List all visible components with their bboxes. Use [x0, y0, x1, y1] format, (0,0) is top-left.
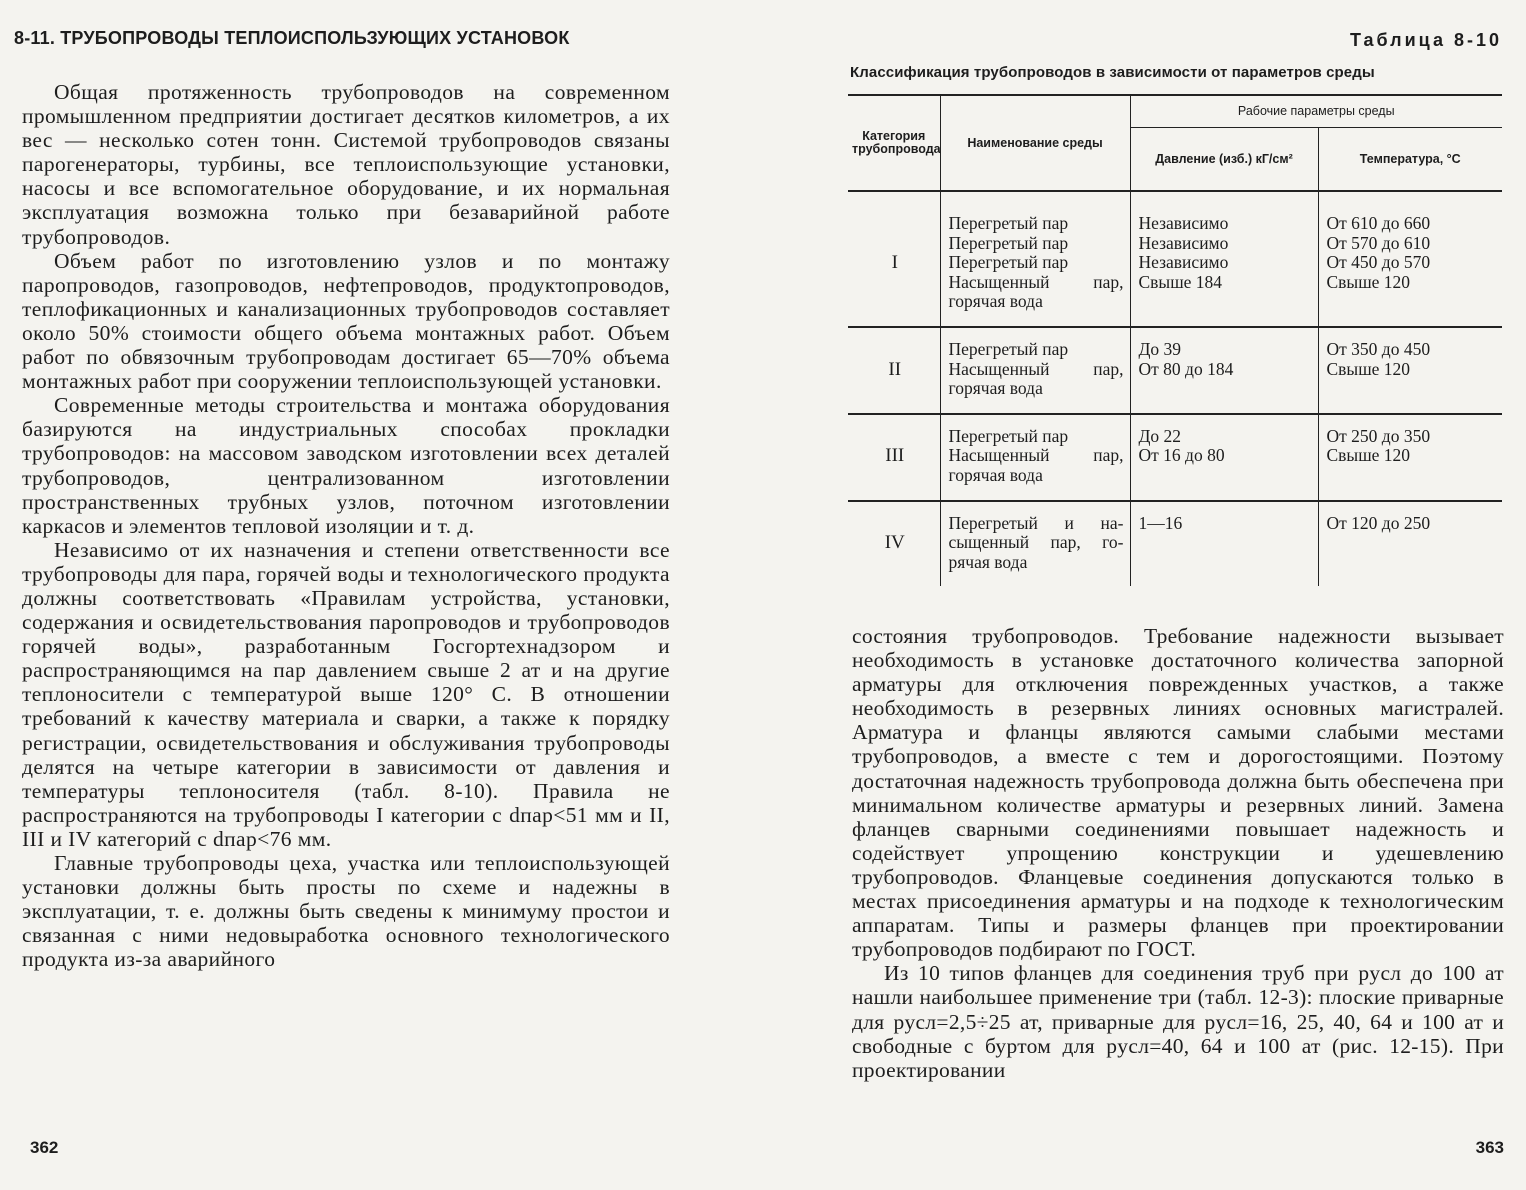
table-caption: Классификация трубопроводов в зависимости от параметров среды	[850, 64, 1375, 81]
category-cell: II	[888, 358, 902, 380]
paragraph: Общая протяженность трубопроводов на современном промышленном предприятии достигает десятков километров, а их вес — несколько сотен тонн. Системой трубопроводов связаны парогенераторы, турбины, все теплоиспользующие установки, насосы и все вспомогательное оборудование, и их нормальная эксплуатация возможна только при безаварийной работе трубопроводов.	[22, 80, 670, 249]
medium-line: Насыщенный пар,	[948, 445, 1124, 466]
right-body-text	[852, 624, 1504, 1082]
medium-line: Перегретый пар	[948, 252, 1069, 273]
pressure-line: До 39	[1138, 338, 1182, 359]
temperature-line: От 350 до 450	[1326, 338, 1431, 359]
table-row	[848, 501, 1502, 587]
medium-line: горячая вода	[948, 291, 1043, 312]
temperature-line: Свыше 120	[1326, 445, 1411, 466]
header-pressure: Давление (изб.) кГ/см²	[1130, 128, 1318, 192]
temperature-line: От 120 до 250	[1326, 512, 1431, 533]
medium-line: Перегретый пар	[948, 213, 1069, 233]
medium-line: Перегретый и на-	[948, 512, 1124, 533]
pressure-line: От 16 до 80	[1138, 445, 1225, 466]
medium-line: Перегретый пар	[948, 338, 1069, 359]
pressure-cell	[1130, 414, 1318, 501]
left-page	[0, 0, 700, 1190]
pressure-cell	[1130, 191, 1318, 327]
right-page	[790, 0, 1526, 1190]
medium-line: Перегретый пар	[948, 232, 1069, 253]
temperature-cell	[1318, 414, 1502, 501]
category-cell: IV	[884, 532, 905, 554]
table-row	[848, 414, 1502, 501]
paragraph: Независимо от их назначения и степени ответственности все трубопроводы для пара, горячей воды и технологического продукта должны соответствовать «Правилам устройства, установки, содержания и освидетельствования паропроводов и трубопроводов горячей воды», разработанным Госгортехнадзором и распространяющимся на пар давлением свыше 2 ат и на другие теплоносители с температурой выше 120° С. В отношении требований к качеству материала и сварки, а также к порядку регистрации, освидетельствования и обслуживания трубопроводы делятся на четыре категории в зависимости от давления и температуры теплоносителя (табл. 8-10). Правила не распространяются на трубопроводы I категории с dпар<51 мм и II, III и IV категорий с dпар<76 мм.	[22, 537, 670, 851]
header-category: Категория трубопровода	[852, 129, 941, 156]
pressure-line: От 80 до 184	[1138, 358, 1234, 379]
header-temperature: Температура, °C	[1318, 128, 1502, 192]
table-row	[848, 191, 1502, 327]
temperature-line: От 610 до 660	[1326, 213, 1431, 233]
medium-line: Перегретый пар	[948, 425, 1069, 446]
temperature-line: От 250 до 350	[1326, 425, 1431, 446]
temperature-line: От 570 до 610	[1326, 232, 1431, 253]
temperature-line: Свыше 120	[1326, 271, 1411, 292]
medium-cell	[940, 501, 1130, 587]
temperature-cell	[1318, 501, 1502, 587]
pressure-line: Независимо	[1138, 232, 1229, 253]
medium-line: горячая вода	[948, 464, 1043, 485]
medium-cell	[940, 191, 1130, 327]
medium-line: сыщенный пар, го-	[948, 532, 1124, 553]
paragraph: Современные методы строительства и монтажа оборудования базируются на индустриальных способах прокладки трубопроводов: на массовом заводском изготовлении всех деталей трубопроводов, централизованном изготовлении пространственных трубных узлов, поточном изготовлении каркасов и элементов тепловой изоляции и т. д.	[22, 393, 670, 538]
temperature-line: От 450 до 570	[1326, 252, 1431, 273]
paragraph: Главные трубопроводы цеха, участка или теплоиспользующей установки должны быть просты по схеме и надежны в эксплуатации, т. е. должны быть сведены к минимуму простои и связанная с ними недовыработка основного технологического продукта из-за аварийного	[22, 851, 670, 972]
medium-cell	[940, 414, 1130, 501]
category-cell: III	[885, 445, 905, 467]
left-body-text	[22, 80, 670, 971]
medium-line: рячая вода	[948, 551, 1028, 572]
table-number: Таблица 8-10	[1349, 30, 1502, 50]
pressure-line: Свыше 184	[1138, 271, 1223, 292]
pressure-cell	[1130, 327, 1318, 414]
classification-table	[848, 94, 1502, 586]
pressure-line: До 22	[1138, 425, 1182, 446]
medium-line: горячая вода	[948, 378, 1043, 399]
medium-cell	[940, 327, 1130, 414]
pressure-cell	[1130, 501, 1318, 587]
page-number: 363	[1475, 1138, 1504, 1157]
pressure-line: 1—16	[1138, 512, 1183, 533]
temperature-line: Свыше 120	[1326, 358, 1411, 379]
temperature-cell	[1318, 327, 1502, 414]
medium-line: Насыщенный пар,	[948, 271, 1124, 292]
table-row	[848, 327, 1502, 414]
header-working-params: Рабочие параметры среды	[1130, 95, 1502, 128]
running-head: 8-11. ТРУБОПРОВОДЫ ТЕПЛОИСПОЛЬЗУЮЩИХ УСТАНОВОК	[14, 28, 570, 48]
pressure-line: Независимо	[1138, 213, 1229, 233]
paragraph: Объем работ по изготовлению узлов и по монтажу паропроводов, газопроводов, нефтепроводов, продуктопроводов, теплофикационных и канализационных трубопроводов составляет около 50% стоимости общего объема монтажных работ. Объем работ по обвязочным трубопроводам достигает 65—70% объема монтажных работ при сооружении теплоиспользующей установки.	[22, 248, 670, 394]
page-number: 362	[30, 1138, 59, 1157]
medium-line: Насыщенный пар,	[948, 358, 1124, 379]
table-body	[848, 191, 1502, 586]
pressure-line: Независимо	[1138, 252, 1229, 273]
temperature-cell	[1318, 191, 1502, 327]
paragraph: Из 10 типов фланцев для соединения труб при pусл до 100 ат нашли наибольшее применение три (табл. 12-3): плоские приварные для pусл=2,5÷25 ат, приварные для pусл=16, 25, 40, 64 и 100 ат и свободные с буртом для pусл=40, 64 и 100 ат (рис. 12-15). При проектировании	[852, 961, 1504, 1082]
paragraph: состояния трубопроводов. Требование надежности вызывает необходимость в установке достаточного количества запорной арматуры для отключения поврежденных участков, а также необходимость в резервных линиях основных магистралей. Арматура и фланцы являются самыми слабыми местами трубопроводов, а вместе с тем и дорогостоящими. Поэтому достаточная надежность трубопровода должна быть обеспечена при минимальном количестве арматуры и резервных линий. Замена фланцев сварными соединениями повышает надежность и содействует упрощению конструкции и удешевлению трубопроводов. Фланцевые соединения допускаются только в местах присоединения арматуры и на подходе к технологическим аппаратам. Типы и размеры фланцев при проектировании трубопроводов подбирают по ГОСТ.	[852, 624, 1504, 962]
header-medium: Наименование среды	[940, 95, 1130, 191]
category-cell: I	[891, 252, 898, 274]
